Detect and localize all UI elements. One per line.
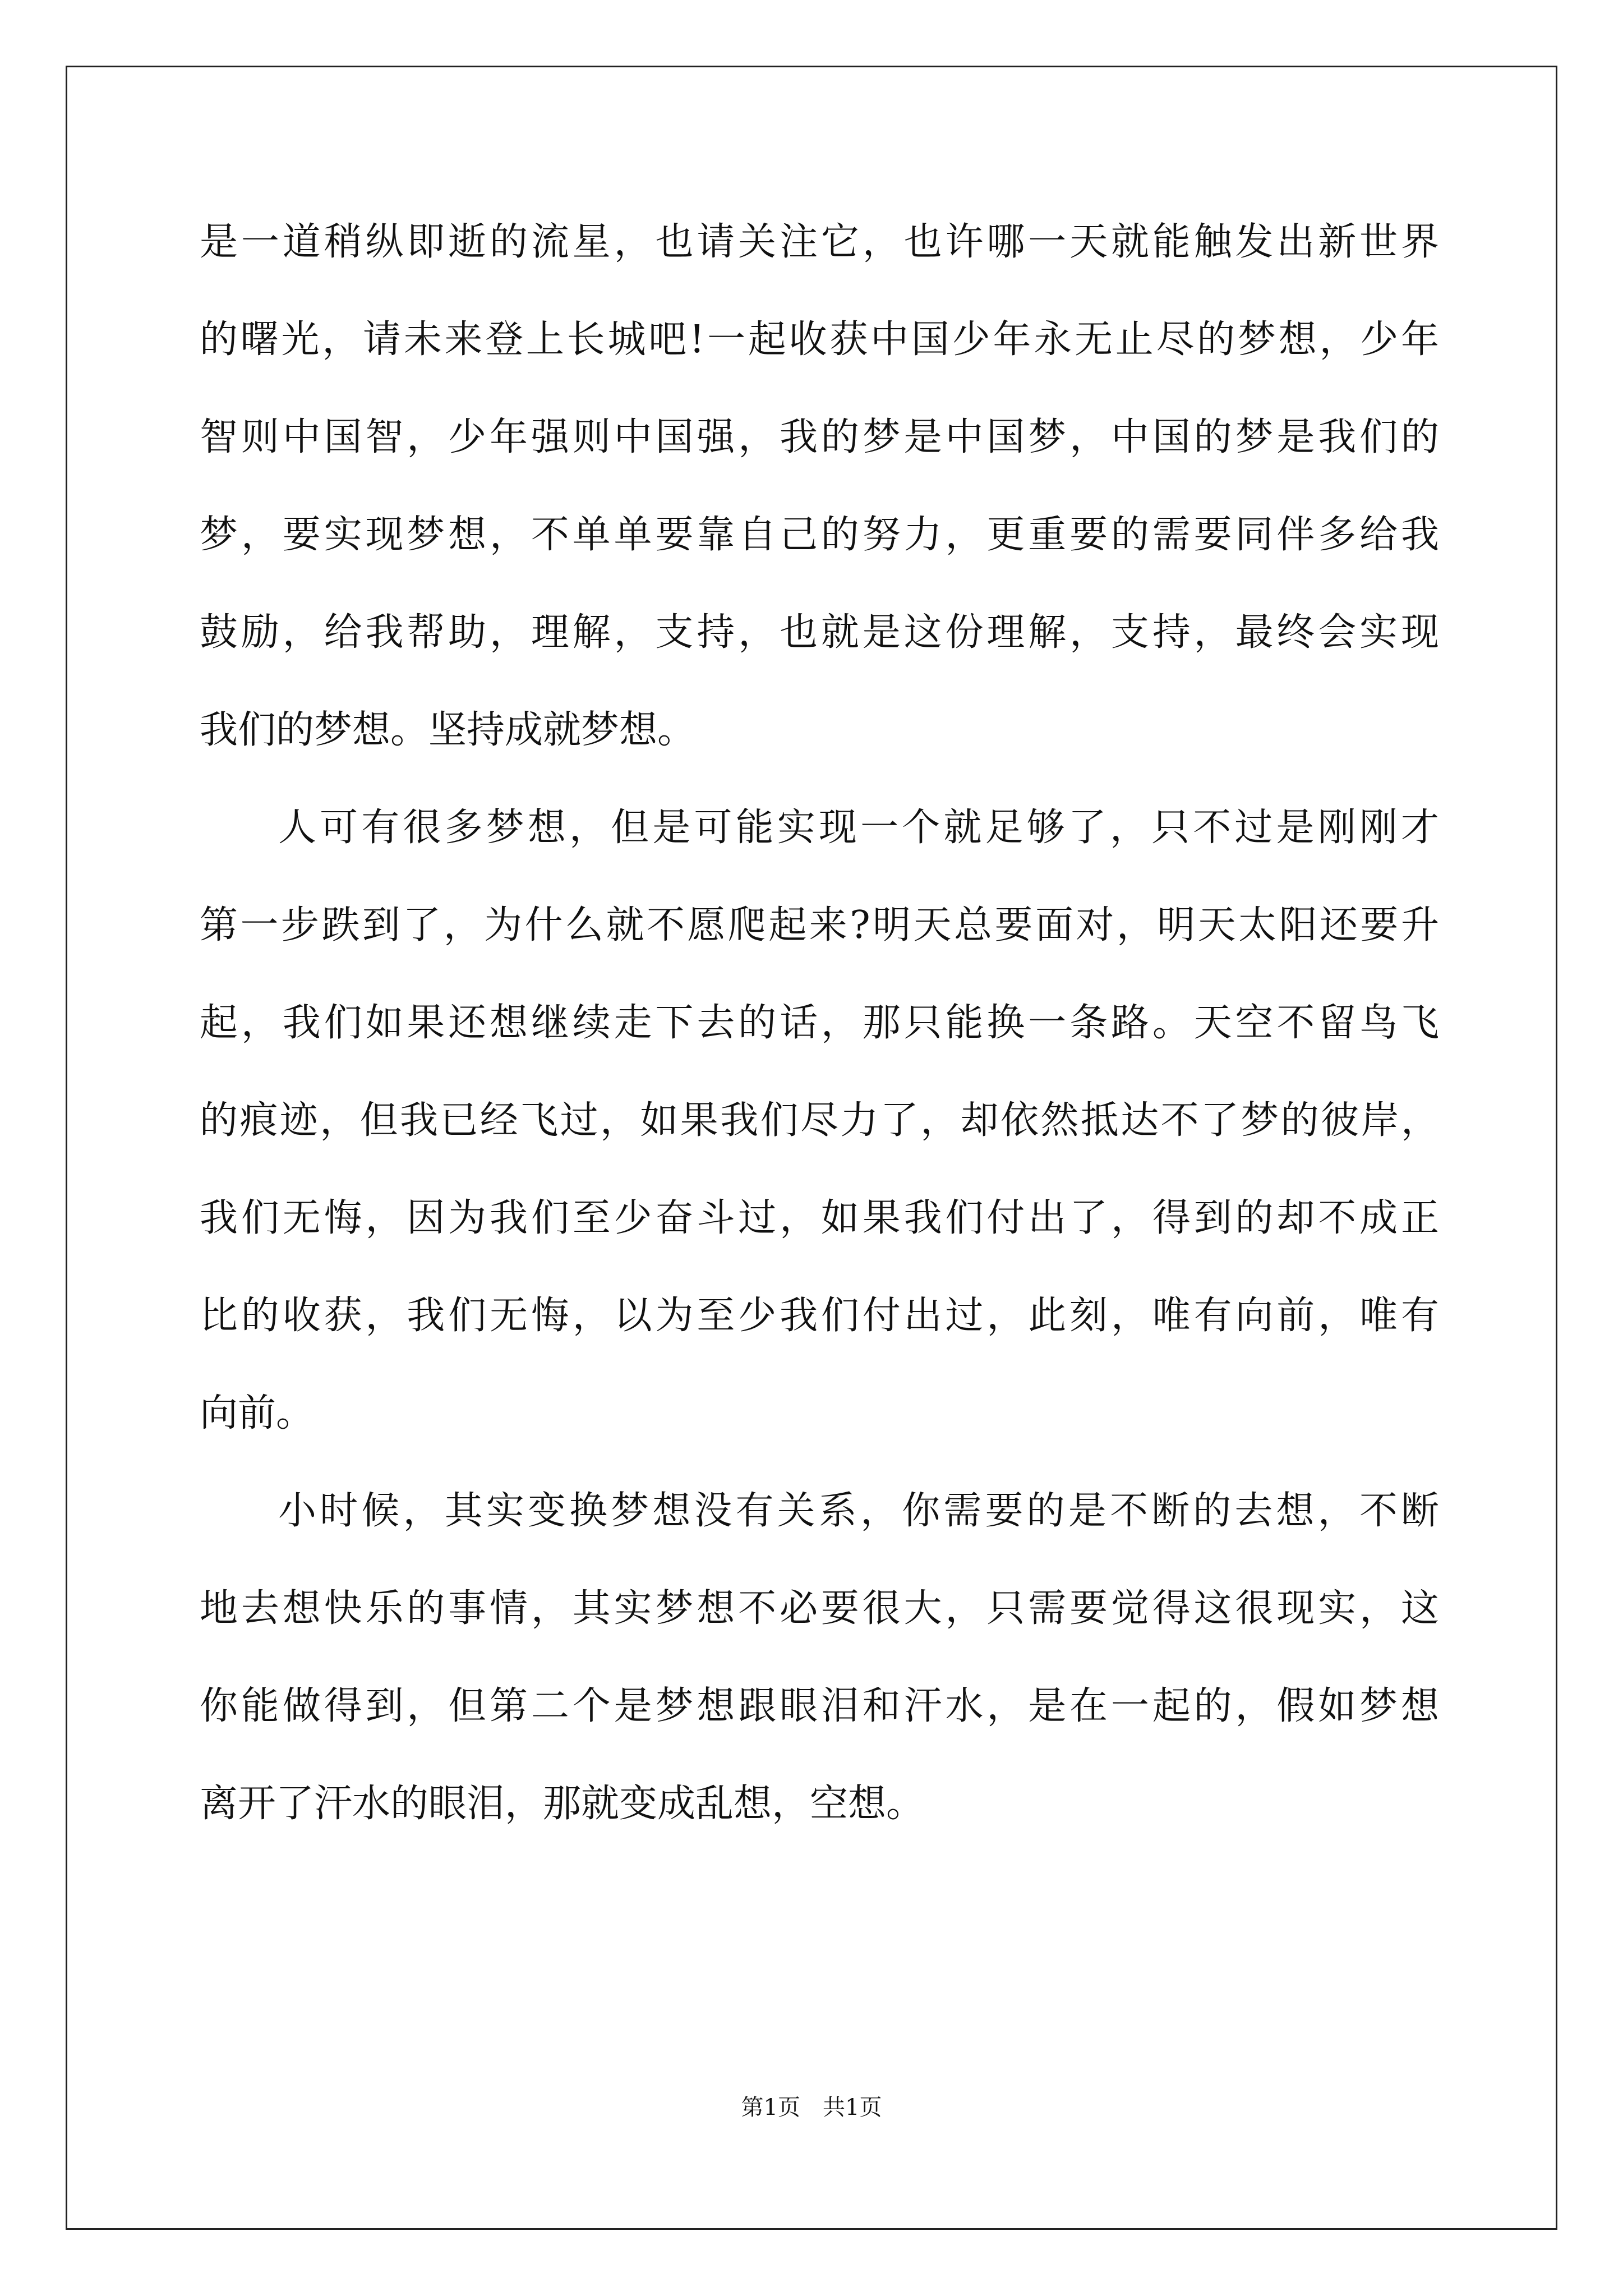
text-line: 离开了汗水的眼泪，那就变成乱想，空想。 [200,1782,925,1826]
text-line: 我们的梦想。坚持成就梦想。 [200,708,696,752]
text-line: 我们无悔，因为我们至少奋斗过，如果我们付出了，得到的却不成正 [200,1196,1439,1240]
page-number: 第1页 共1页 [741,2095,882,2120]
text-line: 梦，要实现梦想，不单单要靠自己的努力，更重要的需要同伴多给我 [200,513,1439,557]
text-line: 比的收获，我们无悔，以为至少我们付出过，此刻，唯有向前，唯有 [200,1294,1439,1338]
text-line: 地去想快乐的事情，其实梦想不必要很大，只需要觉得这很现实，这 [200,1586,1439,1631]
document-body [200,194,1439,1853]
text-line: 鼓励，给我帮助，理解，支持，也就是这份理解，支持，最终会实现 [200,610,1439,655]
text-line: 第一步跌到了，为什么就不愿爬起来?明天总要面对，明天太阳还要升 [200,903,1439,947]
text-line: 的痕迹，但我已经飞过，如果我们尽力了，却依然抵达不了梦的彼岸， [200,1098,1439,1143]
paragraph-1 [200,194,1439,779]
text-line: 向前。 [200,1391,315,1435]
paragraph-3 [200,1462,1439,1853]
page-footer [0,2090,1623,2122]
paragraph-2 [200,779,1439,1462]
text-line: 你能做得到，但第二个是梦想跟眼泪和汗水，是在一起的，假如梦想 [200,1684,1439,1728]
text-line: 起，我们如果还想继续走下去的话，那只能换一条路。天空不留鸟飞 [200,1001,1439,1045]
text-line: 智则中国智，少年强则中国强，我的梦是中国梦，中国的梦是我们的 [200,415,1439,459]
text-line: 小时候，其实变换梦想没有关系，你需要的是不断的去想，不断 [278,1489,1439,1533]
text-line: 人可有很多梦想，但是可能实现一个就足够了，只不过是刚刚才 [278,806,1439,850]
text-line: 的曙光，请未来登上长城吧!一起收获中国少年永无止尽的梦想，少年 [200,318,1439,362]
text-line: 是一道稍纵即逝的流星，也请关注它，也许哪一天就能触发出新世界 [200,220,1439,264]
